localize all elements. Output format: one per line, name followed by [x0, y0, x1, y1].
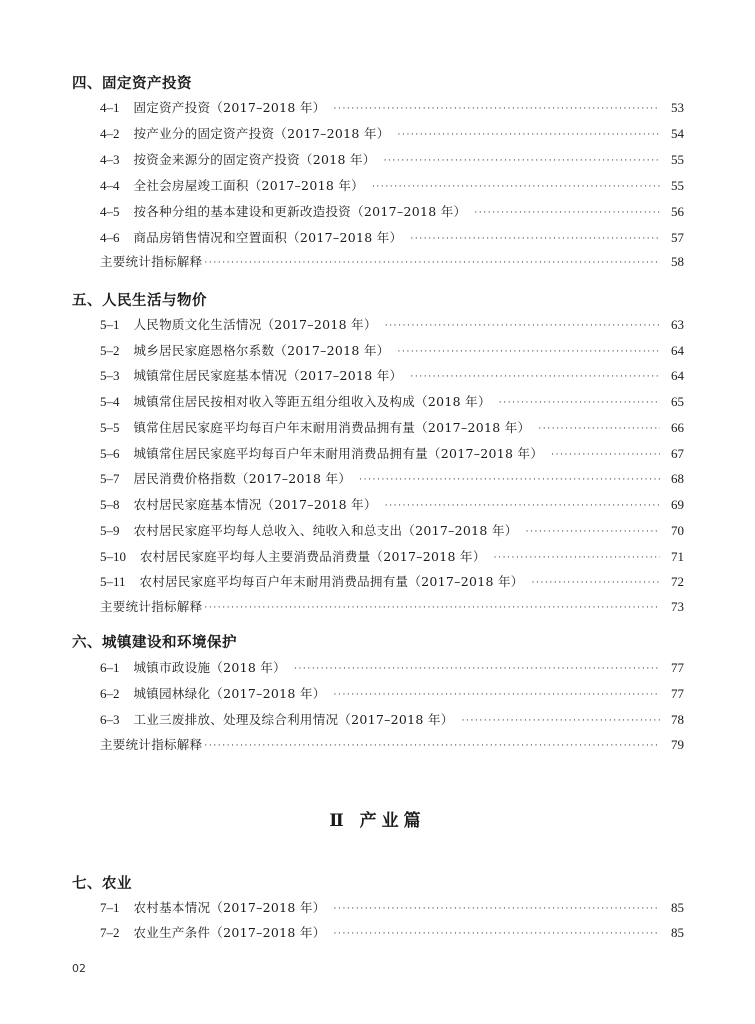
toc-entry[interactable]: [100, 519, 684, 539]
toc-entry[interactable]: [100, 148, 684, 168]
section-title-7: 七、农业: [72, 876, 132, 892]
entry-number: 4–1: [100, 100, 120, 115]
leader-dots: [204, 601, 660, 615]
entry-title: 城镇常住居民家庭平均每百户年末耐用消费品拥有量（2017–2018 年）: [133, 446, 544, 461]
entry-title: 固定资产投资（2017–2018 年）: [133, 100, 326, 115]
toc-entry[interactable]: [100, 122, 684, 142]
entry-title: 全社会房屋竣工面积（2017–2018 年）: [133, 178, 364, 193]
entry-number: 6–2: [100, 686, 120, 701]
leader-dots: [499, 396, 660, 410]
toc-entry[interactable]: [100, 493, 684, 513]
leader-dots: [384, 154, 660, 168]
entry-number: 5–3: [100, 368, 120, 383]
entry-number: 5–9: [100, 523, 120, 538]
leader-dots: [204, 739, 660, 753]
section-title-4: 四、固定资产投资: [72, 76, 192, 92]
leader-dots: [204, 256, 660, 270]
entry-title: 主要统计指标解释: [100, 254, 203, 269]
entry-title: 居民消费价格指数（2017–2018 年）: [133, 471, 352, 486]
leader-dots: [385, 499, 660, 513]
leader-dots: [410, 232, 660, 246]
entry-title: 农村居民家庭平均每人主要消费品消费量（2017–2018 年）: [140, 549, 486, 564]
leader-dots: [398, 345, 660, 359]
entry-title: 按各种分组的基本建设和更新改造投资（2017–2018 年）: [133, 204, 467, 219]
leader-dots: [494, 551, 660, 565]
toc-entry[interactable]: [100, 656, 684, 676]
leader-dots: [359, 473, 660, 487]
leader-dots: [538, 422, 660, 436]
entry-number: 7–1: [100, 900, 120, 915]
entry-title: 农业生产条件（2017–2018 年）: [133, 925, 326, 940]
toc-entry-explanation[interactable]: [100, 250, 684, 270]
entry-page: 68: [671, 471, 684, 486]
page-number: 02: [72, 962, 86, 975]
entry-number: 5–5: [100, 420, 120, 435]
toc-entry-explanation[interactable]: [100, 733, 684, 753]
entry-title: 商品房销售情况和空置面积（2017–2018 年）: [133, 230, 403, 245]
entry-title: 农村居民家庭平均每百户年末耐用消费品拥有量（2017–2018 年）: [139, 574, 524, 589]
toc-entry[interactable]: [100, 174, 684, 194]
entry-page: 55: [671, 152, 684, 167]
leader-dots: [334, 902, 660, 916]
entry-page: 64: [671, 368, 684, 383]
entry-title: 工业三废排放、处理及综合利用情况（2017–2018 年）: [133, 712, 454, 727]
entry-number: 4–2: [100, 126, 120, 141]
entry-number: 5–8: [100, 497, 120, 512]
entry-title: 镇常住居民家庭平均每百户年末耐用消费品拥有量（2017–2018 年）: [133, 420, 531, 435]
toc-entry-explanation[interactable]: [100, 595, 684, 615]
entry-title: 城镇常住居民家庭基本情况（2017–2018 年）: [133, 368, 403, 383]
entry-number: 4–5: [100, 204, 120, 219]
leader-dots: [385, 319, 660, 333]
entry-page: 66: [671, 420, 684, 435]
entry-page: 58: [671, 254, 684, 269]
entry-title: 按资金来源分的固定资产投资（2018 年）: [133, 152, 376, 167]
entry-title: 城镇市政设施（2018 年）: [133, 660, 286, 675]
entry-number: 5–4: [100, 394, 120, 409]
entry-page: 54: [671, 126, 684, 141]
leader-dots: [372, 180, 660, 194]
entry-number: 7–2: [100, 925, 120, 940]
toc-entry[interactable]: [100, 200, 684, 220]
entry-number: 5–2: [100, 343, 120, 358]
toc-entry[interactable]: [100, 96, 684, 116]
part-title: Ⅱ 产业篇: [329, 811, 426, 831]
entry-page: 53: [671, 100, 684, 115]
entry-title: 农村基本情况（2017–2018 年）: [133, 900, 326, 915]
entry-page: 77: [671, 660, 684, 675]
section-title-6: 六、城镇建设和环境保护: [72, 635, 237, 651]
entry-number: 5–6: [100, 446, 120, 461]
entry-page: 70: [671, 523, 684, 538]
toc-entry[interactable]: [100, 896, 684, 916]
entry-page: 79: [671, 737, 684, 752]
entry-number: 6–1: [100, 660, 120, 675]
entry-title: 主要统计指标解释: [100, 599, 203, 614]
entry-title: 人民物质文化生活情况（2017–2018 年）: [133, 317, 377, 332]
entry-page: 78: [671, 712, 684, 727]
entry-number: 5–7: [100, 471, 120, 486]
entry-page: 77: [671, 686, 684, 701]
leader-dots: [551, 448, 660, 462]
entry-title: 农村居民家庭平均每人总收入、纯收入和总支出（2017–2018 年）: [133, 523, 518, 538]
entry-page: 64: [671, 343, 684, 358]
toc-entry[interactable]: [100, 545, 684, 565]
toc-entry[interactable]: [100, 364, 684, 384]
toc-entry[interactable]: [100, 682, 684, 702]
leader-dots: [532, 576, 660, 590]
leader-dots: [474, 206, 660, 220]
toc-entry[interactable]: [100, 570, 684, 590]
entry-number: 5–11: [100, 574, 126, 589]
toc-entry[interactable]: [100, 313, 684, 333]
toc-entry[interactable]: [100, 226, 684, 246]
entry-title: 农村居民家庭基本情况（2017–2018 年）: [133, 497, 377, 512]
entry-page: 71: [671, 549, 684, 564]
entry-page: 85: [671, 925, 684, 940]
entry-page: 73: [671, 599, 684, 614]
toc-entry[interactable]: [100, 339, 684, 359]
entry-title: 主要统计指标解释: [100, 737, 203, 752]
leader-dots: [398, 128, 660, 142]
entry-page: 85: [671, 900, 684, 915]
entry-number: 4–3: [100, 152, 120, 167]
entry-number: 5–10: [100, 549, 126, 564]
entry-title: 按产业分的固定资产投资（2017–2018 年）: [133, 126, 390, 141]
toc-entry[interactable]: [100, 390, 684, 410]
leader-dots: [410, 370, 660, 384]
entry-page: 55: [671, 178, 684, 193]
entry-number: 6–3: [100, 712, 120, 727]
leader-dots: [294, 662, 660, 676]
toc-entry[interactable]: [100, 708, 684, 728]
toc-entry[interactable]: [100, 442, 684, 462]
leader-dots: [334, 688, 660, 702]
toc-entry[interactable]: [100, 416, 684, 436]
entry-page: 65: [671, 394, 684, 409]
entry-number: 4–4: [100, 178, 120, 193]
entry-page: 63: [671, 317, 684, 332]
section-title-5: 五、人民生活与物价: [72, 293, 207, 309]
entry-page: 69: [671, 497, 684, 512]
toc-entry[interactable]: [100, 921, 684, 941]
entry-number: 5–1: [100, 317, 120, 332]
entry-page: 56: [671, 204, 684, 219]
leader-dots: [334, 102, 660, 116]
entry-page: 67: [671, 446, 684, 461]
leader-dots: [462, 714, 660, 728]
entry-title: 城镇园林绿化（2017–2018 年）: [133, 686, 326, 701]
toc-entry[interactable]: [100, 467, 684, 487]
leader-dots: [334, 927, 660, 941]
leader-dots: [526, 525, 660, 539]
entry-page: 57: [671, 230, 684, 245]
entry-title: 城镇常住居民按相对收入等距五组分组收入及构成（2018 年）: [133, 394, 491, 409]
entry-title: 城乡居民家庭恩格尔系数（2017–2018 年）: [133, 343, 390, 358]
entry-page: 72: [671, 574, 684, 589]
entry-number: 4–6: [100, 230, 120, 245]
